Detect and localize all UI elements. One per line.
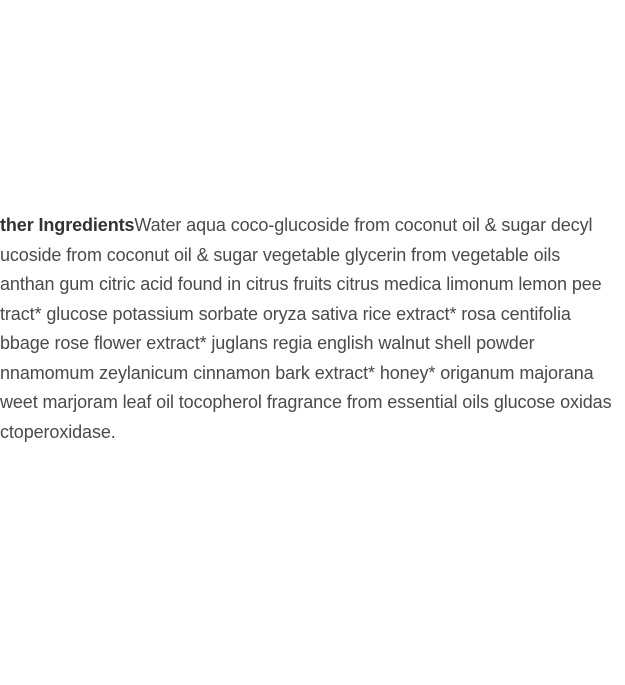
ingredients-text: Water aqua coco-glucoside from coconut oil & sugar decyl: [134, 215, 593, 235]
ingredients-line-4: tract* glucose potassium sorbate oryza sativa rice extract* rosa centifolia: [0, 303, 571, 324]
ingredients-block: [0, 211, 625, 447]
ingredients-line-7: weet marjoram leaf oil tocopherol fragrance from essential oils glucose oxidas: [0, 392, 612, 412]
ingredients-line-6: nnamomum zeylanicum cinnamon bark extract* honey* origanum majorana: [0, 362, 594, 383]
ingredients-line-5: bbage rose flower extract* juglans regia english walnut shell powder: [0, 333, 535, 353]
ingredients-line-2: ucoside from coconut oil & sugar vegetable glycerin from vegetable oils: [0, 244, 561, 265]
ingredients-heading: ther Ingredients: [0, 215, 135, 235]
ingredients-line-8: ctoperoxidase.: [0, 421, 116, 442]
ingredients-line-3: anthan gum citric acid found in citrus fruits citrus medica limonum lemon pee: [0, 274, 602, 294]
ingredients-line-1: [0, 211, 625, 241]
